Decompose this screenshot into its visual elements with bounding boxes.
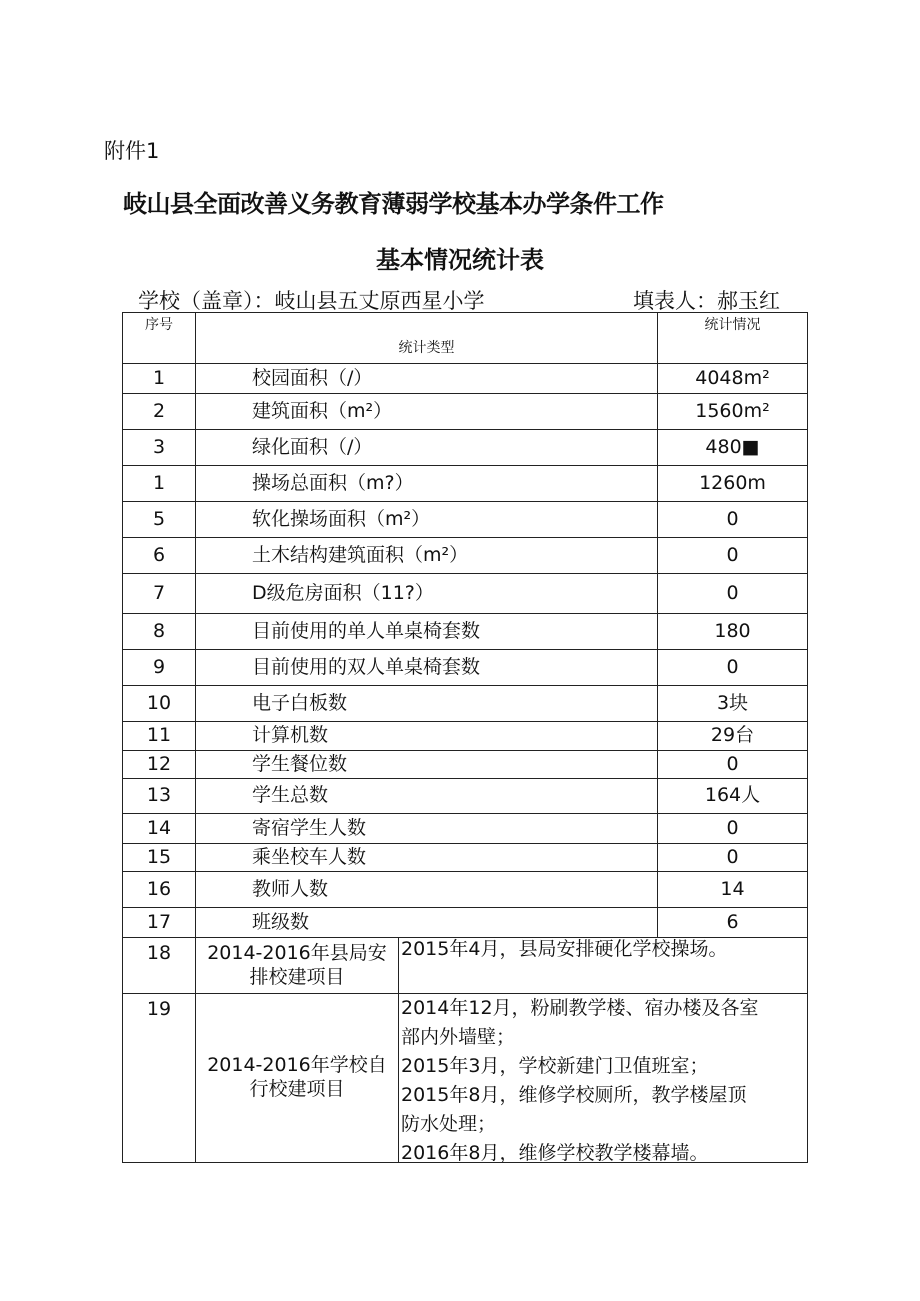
project-line: 行校建项目 bbox=[249, 1078, 345, 1100]
row-value: 0 bbox=[658, 844, 808, 872]
table-row bbox=[123, 574, 808, 614]
row-value: 480■ bbox=[658, 430, 808, 466]
row-number: 18 bbox=[123, 938, 196, 994]
table-row bbox=[123, 814, 808, 844]
row-number: 3 bbox=[123, 430, 196, 466]
page-title: 岐山县全面改善义务教育薄弱学校基本办学条件工作 bbox=[123, 190, 664, 218]
header-stat: 统计情况 bbox=[658, 313, 808, 364]
row-label: 班级数 bbox=[196, 908, 658, 938]
filler-info bbox=[633, 285, 780, 315]
row-label: 建筑面积（m²） bbox=[196, 394, 658, 430]
row-label: 学生总数 bbox=[196, 779, 658, 814]
filler-label: 填表人： bbox=[633, 289, 717, 313]
description-line: 2014年12月，粉刷教学楼、宿办楼及各室 bbox=[401, 997, 759, 1019]
row-label: 学生餐位数 bbox=[196, 751, 658, 779]
table-row bbox=[123, 722, 808, 751]
row-number: 11 bbox=[123, 722, 196, 751]
table-row bbox=[123, 872, 808, 908]
table-row bbox=[123, 364, 808, 394]
table-header-row bbox=[123, 313, 808, 364]
row-value: 1260m bbox=[658, 466, 808, 502]
row-number: 7 bbox=[123, 574, 196, 614]
school-info bbox=[138, 285, 485, 315]
row-value: 4048m² bbox=[658, 364, 808, 394]
description-line: 2015年8月，维修学校厕所，教学楼屋顶 bbox=[401, 1084, 747, 1106]
row-value: 0 bbox=[658, 751, 808, 779]
school-label: 学校（盖章）： bbox=[138, 289, 275, 313]
table-row-19 bbox=[123, 994, 808, 1163]
row-label: D级危房面积（11?） bbox=[196, 574, 658, 614]
project-line: 2014-2016年县局安 bbox=[207, 941, 387, 964]
table-row-18 bbox=[123, 938, 808, 994]
row-number: 8 bbox=[123, 614, 196, 650]
row-number: 19 bbox=[123, 994, 196, 1163]
row-label: 绿化面积（/） bbox=[196, 430, 658, 466]
row-value: 164人 bbox=[658, 779, 808, 814]
row-label: 电子白板数 bbox=[196, 686, 658, 722]
row-label: 土木结构建筑面积（m²） bbox=[196, 538, 658, 574]
table-row bbox=[123, 466, 808, 502]
table-row bbox=[123, 394, 808, 430]
row-value: 0 bbox=[658, 574, 808, 614]
description-lines bbox=[401, 994, 807, 1162]
row-value: 1560m² bbox=[658, 394, 808, 430]
row-value: 0 bbox=[658, 650, 808, 686]
row-number: 2 bbox=[123, 394, 196, 430]
page-subtitle: 基本情况统计表 bbox=[376, 246, 544, 274]
row-value: 180 bbox=[658, 614, 808, 650]
row-number: 17 bbox=[123, 908, 196, 938]
table-row bbox=[123, 650, 808, 686]
row-value: 14 bbox=[658, 872, 808, 908]
table-row bbox=[123, 686, 808, 722]
row-number: 9 bbox=[123, 650, 196, 686]
row-number: 14 bbox=[123, 814, 196, 844]
description-line: 2016年8月，维修学校教学楼幕墙。 bbox=[401, 1142, 709, 1162]
school-name: 岐山县五丈原西星小学 bbox=[274, 289, 485, 313]
row-label: 乘坐校车人数 bbox=[196, 844, 658, 872]
table-row bbox=[123, 751, 808, 779]
header-no: 序号 bbox=[123, 313, 196, 364]
row-number: 16 bbox=[123, 872, 196, 908]
row-value: 3块 bbox=[658, 686, 808, 722]
statistics-table bbox=[122, 312, 808, 1163]
row-number: 5 bbox=[123, 502, 196, 538]
header-type: 统计类型 bbox=[196, 313, 658, 364]
row-number: 10 bbox=[123, 686, 196, 722]
row-label: 操场总面积（m?） bbox=[196, 466, 658, 502]
row-value: 0 bbox=[658, 538, 808, 574]
row-value: 6 bbox=[658, 908, 808, 938]
table-row bbox=[123, 908, 808, 938]
row-label: 目前使用的单人单桌椅套数 bbox=[196, 614, 658, 650]
row-number: 1 bbox=[123, 466, 196, 502]
row-number: 13 bbox=[123, 779, 196, 814]
project-type bbox=[196, 938, 399, 994]
description-line: 部内外墙壁； bbox=[401, 1026, 516, 1048]
table-row bbox=[123, 844, 808, 872]
annex-label: 附件1 bbox=[104, 139, 160, 163]
row-label: 校园面积（/） bbox=[196, 364, 658, 394]
project-description bbox=[399, 994, 808, 1163]
table-row bbox=[123, 430, 808, 466]
project-type bbox=[196, 994, 399, 1163]
row-number: 6 bbox=[123, 538, 196, 574]
filler-name: 郝玉红 bbox=[717, 289, 780, 313]
row-number: 12 bbox=[123, 751, 196, 779]
row-number: 1 bbox=[123, 364, 196, 394]
project-line: 排校建项目 bbox=[249, 965, 345, 988]
row-value: 29台 bbox=[658, 722, 808, 751]
table-row bbox=[123, 538, 808, 574]
project-line: 2014-2016年学校自 bbox=[207, 1054, 387, 1077]
row-label: 目前使用的双人单桌椅套数 bbox=[196, 650, 658, 686]
table-row bbox=[123, 614, 808, 650]
description-line: 防水处理； bbox=[401, 1113, 497, 1135]
description-line: 2015年3月，学校新建门卫值班室； bbox=[401, 1055, 709, 1077]
row-value: 0 bbox=[658, 814, 808, 844]
row-label: 教师人数 bbox=[196, 872, 658, 908]
table-row bbox=[123, 779, 808, 814]
table-row bbox=[123, 502, 808, 538]
table-body bbox=[123, 364, 808, 938]
row-label: 寄宿学生人数 bbox=[196, 814, 658, 844]
row-number: 15 bbox=[123, 844, 196, 872]
row-value: 0 bbox=[658, 502, 808, 538]
row-label: 计算机数 bbox=[196, 722, 658, 751]
project-description: 2015年4月，县局安排硬化学校操场。 bbox=[399, 938, 808, 994]
row-label: 软化操场面积（m²） bbox=[196, 502, 658, 538]
